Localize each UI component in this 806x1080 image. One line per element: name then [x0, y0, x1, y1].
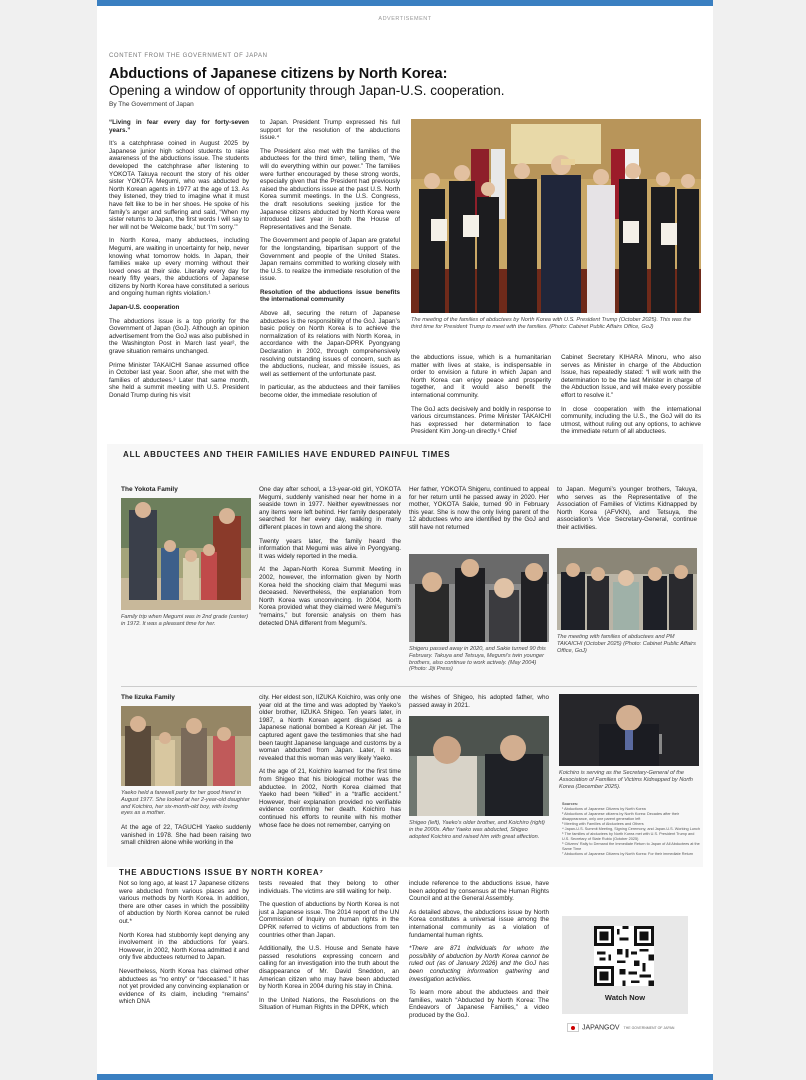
source-item: ² Abductions of Japanese citizens by North Korea: Decades after their disappearance, only one parent generation left [562, 812, 680, 821]
sources-label: Sources: [562, 802, 579, 806]
footnote-paragraph: *There are 871 individuals for whom the possibility of abduction by North Korea cannot be ruled out (as of January 2026) and the GoJ has been conducting information gathering and investigation activities. [409, 945, 549, 983]
koichiro-caption: Koichiro is serving as the Secretary-General of the Association of Families of Victims Kidnapped by North Korea (December 2025). [559, 770, 693, 790]
iizuka-column-1 [121, 824, 251, 853]
content-from-label: CONTENT FROM THE GOVERNMENT OF JAPAN [109, 53, 268, 59]
yokota-parents-caption: Shigeru passed away in 2020, and Sakie turned 90 this February. Takuya and Tetsuya, Megumi’s twin younger brothers, also continue to work actively. (May 2004) (Photo: Jiji Press) [409, 646, 546, 673]
watch-now-box[interactable] [562, 916, 688, 1014]
paragraph: Above all, securing the return of Japanese abductees is the responsibility of the GoJ. Japan’s basic policy on North Korea is to achieve the normalization of its relations with North Korea, in accordance with the Japan-DPRK Pyongyang Declaration in 2002, through comprehensively resolving outstanding issues of concern, such as the abductions, nuclear, and missile issues, as well as settlement of the unfortunate past. [260, 310, 400, 378]
headline: Abductions of Japanese citizens by North Korea: [109, 66, 448, 82]
paragraph: The abductions issue is a top priority for the Government of Japan (GoJ). Although an opinion advertisement from the GoJ was also published in the Washington Post in March last year², the grave situation remains unchanged. [109, 317, 249, 356]
byline: By The Government of Japan [109, 101, 194, 108]
iizuka-photo-caption: Yaeko held a farewell party for her good friend in August 1977. She looked at her 2-year-old daughter and Koichiro, her six-month-old boy, with loving eyes as a mother. [121, 790, 250, 817]
shigeo-koichiro-caption: Shigeo (left), Yaeko’s older brother, and Koichiro (right) in the 2000s. After Yaeko was abducted, Shigeo adopted Koichiro and raised him with great affection. [409, 820, 545, 840]
main-photo-trump-meeting [411, 119, 701, 313]
section-divider [121, 686, 697, 687]
advertisement-page [97, 6, 713, 1074]
paragraph: Twenty years later, the family heard the information that Megumi was alive in Pyongyang. It was widely reported in the media. [259, 537, 401, 560]
takaichi-meeting-photo [557, 548, 697, 630]
paragraph: At the age of 22, TAGUCHI Yaeko suddenly vanished in 1978. She had been raising two small children alone while working in the [121, 824, 251, 847]
article-column-2 [260, 119, 400, 406]
paragraph: One day after school, a 13-year-old girl, YOKOTA Megumi, suddenly vanished near her home in a seaside town in 1977. Neither eyewitnesses nor any items were left behind. Her family desperately searched for her every day, walking in many different places in town and along the shore. [259, 486, 401, 531]
iizuka-column-3 [409, 694, 549, 715]
japangov-sub-label: THE GOVERNMENT OF JAPAN [623, 1026, 675, 1031]
quote-heading: “Living in fear every day for forty-seven years.” [109, 119, 249, 134]
article-column-3 [411, 354, 551, 442]
abductions-issue-title: THE ABDUCTIONS ISSUE BY NORTH KOREA⁷ [119, 868, 324, 877]
section-heading: Resolution of the abductions issue benefits the international community [260, 288, 400, 304]
paragraph: In particular, as the abductees and their families become older, the immediate resolution of [260, 384, 400, 399]
source-item: ⁴ Japan-U.S. Summit Meeting, Signing Ceremony, and Japan-U.S. Working Lunch [562, 827, 701, 831]
paragraph: Nevertheless, North Korea has claimed other abductees as “no entry” or “deceased.” It has not yet provided any convincing explanation or evidence of its claim, including “remains” which DNA [119, 967, 249, 1006]
paragraph: city. Her eldest son, IIZUKA Koichiro, was only one year old at the time and was adopted by Yaeko’s older brother, IIZUKA Shigeo. Ten years later, in 1987, a North Korean agent disguised as a Japanese national bombed a Korean Air jet. The captured agent gave the testimonies that she had been taught Japanese language and customs by a woman abducted from Japan. Later, it was revealed that this woman was very likely Yaeko. [259, 694, 401, 762]
paragraph: to Japan. Megumi’s younger brothers, Takuya, who serves as the Representative of the Association of Families of Victims Kidnapped by North Korea (AFVKN), and Tetsuya, the association’s Vice Secretary-General, continue their activities. [557, 486, 697, 531]
yokota-parents-photo [409, 554, 549, 642]
yokota-column-2 [409, 486, 549, 538]
advertisement-label: ADVERTISEMENT [378, 16, 432, 22]
yokota-family-label: The Yokota Family [121, 486, 178, 493]
article-column-1 [109, 119, 249, 406]
japangov-label: JAPANGOV [582, 1024, 620, 1032]
paragraph: The President also met with the families of the abductees for the third time⁵, telling them, “We will do everything within our power.” The families were further encouraged by these strong words, especially given that the President had previously raised the abductions issue at the past U.S. North Korea summit meetings. In the U.S. Congress, the draft resolutions seeking justice for the Japanese citizens abducted by North Korea were introduced last year in both the House of Representatives and the Senate. [260, 147, 400, 231]
issue-column-1 [119, 880, 249, 1012]
yokota-family-photo [121, 498, 251, 610]
source-item: ⁵ The families of abductees by North Korea met with U.S. President Trump and U.S. Secretary of State Rubio (October 2025) [562, 832, 695, 841]
paragraph: The Government and people of Japan are grateful for the longstanding, bipartisan support of the Government and people of the United States. Japan remains committed to working closely with the U.S. to realize the immediate resolution of the issue. [260, 237, 400, 283]
source-item: ³ Meeting with Families of Abductees and Others [562, 822, 644, 826]
qr-code[interactable] [594, 926, 654, 986]
paragraph: In close cooperation with the international community, including the U.S., the GoJ will do its utmost, without ruling out any options, to achieve the immediate return of all abductees. [561, 405, 701, 436]
shigeo-koichiro-photo [409, 716, 549, 816]
paragraph: to Japan. President Trump expressed his full support for the resolution of the abductions issue.⁴ [260, 119, 400, 142]
paragraph: To learn more about the abductees and their families, watch “Abducted by North Korea: The Endeavors of Japanese Families,” a video produced by the GoJ. [409, 989, 549, 1019]
source-item: ¹ Abductions of Japanese Citizens by North Korea [562, 807, 646, 811]
yokota-column-3 [557, 486, 697, 538]
bottom-accent-bar [97, 1074, 713, 1080]
paragraph: the abductions issue, which is a humanitarian matter with lives at stake, is indispensable in order to envision a future in which Japan and North Korea can enjoy peace and prosperity together, and it would also benefit the international community. [411, 354, 551, 399]
paragraph: Additionally, the U.S. House and Senate have passed resolutions expressing concern and calling for an investigation into the truth about the disappearance of Mr. David Sneddon, an American citizen who may have been abducted by North Korea in 2004 during his stay in China. [259, 945, 399, 991]
paragraph: At the age of 21, Koichiro learned for the first time from Shigeo that his biological mother was the abductee. In 2002, North Korea claimed that Yaeko had been “killed” in a “traffic accident.” However, their explanation provided no verifiable evidence confirming her death. Koichiro has continued his efforts to reunite with his mother whose face he does not remember, carrying on [259, 768, 401, 829]
paragraph: It’s a catchphrase coined in August 2025 by Japanese junior high school students to raise awareness of the abductions issue. The students developed the catchphrase after listening to YOKOTA Takuya recount the story of his older sister YOKOTA Megumi, who was abducted by North Korean agents in 1977 at the age of 13. As they listened, they tried to imagine what it must have felt like to be in her shoes. He spoke of his family’s anger and suffering and said, “When my sister returns to Japan, the first words I will say to her will not be ‘Welcome back,’ but ‘I’m sorry.’” [109, 140, 249, 231]
japan-flag-icon [567, 1023, 579, 1032]
takaichi-meeting-caption: The meeting with families of abductees and PM TAKAICHI (October 2025) (Photo: Cabinet Public Affairs Office, GoJ) [557, 634, 696, 654]
paragraph: North Korea had stubbornly kept denying any involvement in the abductions for years. However, in 2002, North Korea admitted it and only five abductees returned to Japan. [119, 931, 249, 962]
sources-list [562, 802, 702, 857]
paragraph: Not so long ago, at least 17 Japanese citizens were abducted from various places and by various methods by North Korea. In addition, there are other cases in which the possibility of abduction by North Korea cannot be ruled out.* [119, 880, 249, 925]
koichiro-photo [559, 694, 699, 766]
paragraph: the wishes of Shigeo, his adopted father, who passed away in 2021. [409, 694, 549, 709]
iizuka-family-label: The Iizuka Family [121, 694, 175, 701]
watch-now-label[interactable]: Watch Now [604, 993, 646, 1002]
paragraph: At the Japan-North Korea Summit Meeting in 2002, however, the information given by North Korea held the shocking claim that Megumi was deceased. Nevertheless, the explanation from North Korea was unconvincing. In 2004, North Korea provided what they claimed were Megumi’s “remains,” but forensic analysis on them has detected DNA different from Megumi’s. [259, 566, 401, 627]
paragraph: As detailed above, the abductions issue by North Korea constitutes a universal issue among the international community as a violation of fundamental human rights. [409, 908, 549, 939]
paragraph: The question of abductions by North Korea is not just a Japanese issue. The 2014 report of the UN Commission of Inquiry on human rights in the DPRK referred to victims of abductions from ten countries other than Japan. [259, 901, 399, 939]
paragraph: include reference to the abductions issue, have been adopted by consensus at the Human Rights Council and at the General Assembly. [409, 880, 549, 903]
source-item: ⁶ Citizens’ Rally to Demand the Immediate Return to Japan of All Abductees at the Same Time [562, 842, 700, 851]
paragraph: Cabinet Secretary KIHARA Minoru, who also serves as Minister in charge of the Abduction Issue, has repeatedly stated: “I will work with the determination to be the last Minister in charge of the Abduction Issue, and will make every possible effort to resolve it.” [561, 354, 701, 399]
main-photo-caption: The meeting of the families of abductees by North Korea with U.S. President Trump (October 2025). This was the third time for President Trump to meet with the families. (Photo: Cabinet Public Affairs Office, GoJ) [411, 317, 692, 330]
families-section-title: ALL ABDUCTEES AND THEIR FAMILIES HAVE ENDURED PAINFUL TIMES [123, 450, 451, 459]
paragraph: tests revealed that they belong to other individuals. The victims are still waiting for help. [259, 880, 399, 895]
iizuka-family-photo [121, 706, 251, 786]
issue-column-3 [409, 880, 549, 1026]
paragraph: In the United Nations, the Resolutions on the Situation of Human Rights in the DPRK, which [259, 996, 399, 1012]
issue-column-2 [259, 880, 399, 1018]
source-item: ⁷ Abductions of Japanese Citizens by North Korea: For their immediate Return [562, 852, 694, 856]
paragraph: Prime Minister TAKAICHI Sanae assumed office in October last year. Soon after, she met with the families of abductees.³ Later that same month, she held a summit meeting with U.S. President Donald Trump during his visit [109, 361, 249, 399]
paragraph: In North Korea, many abductees, including Megumi, are waiting in uncertainty for help, never knowing what tomorrow holds. In Japan, their families wake up every morning without their loved ones at their side. Literally every day for nearly fifty years, the abductions of Japanese citizens by North Korea have constituted a serious and ongoing human rights violation.¹ [109, 237, 250, 298]
iizuka-column-2 [259, 694, 401, 835]
section-heading: Japan-U.S. cooperation [109, 304, 180, 312]
yokota-column-1 [259, 486, 401, 633]
yokota-photo-caption: Family trip when Megumi was in 2nd grade (center) in 1972. It was a pleasant time for her. [121, 614, 249, 627]
japangov-logo [567, 1023, 674, 1032]
subheadline: Opening a window of opportunity through Japan-U.S. cooperation. [109, 83, 505, 98]
article-column-4 [561, 354, 701, 442]
paragraph: Her father, YOKOTA Shigeru, continued to appeal for her return until he passed away in 2020. Her mother, YOKOTA Sakie, turned 90 in February this year. She is now the only living parent of the 12 abductees who are identified by the GoJ and still have not returned [409, 486, 549, 531]
paragraph: The GoJ acts decisively and boldly in response to various circumstances. Prime Minister TAKAICHI has expressed her determination to face President Kim Jong-un directly.⁶ Chief [411, 405, 551, 436]
